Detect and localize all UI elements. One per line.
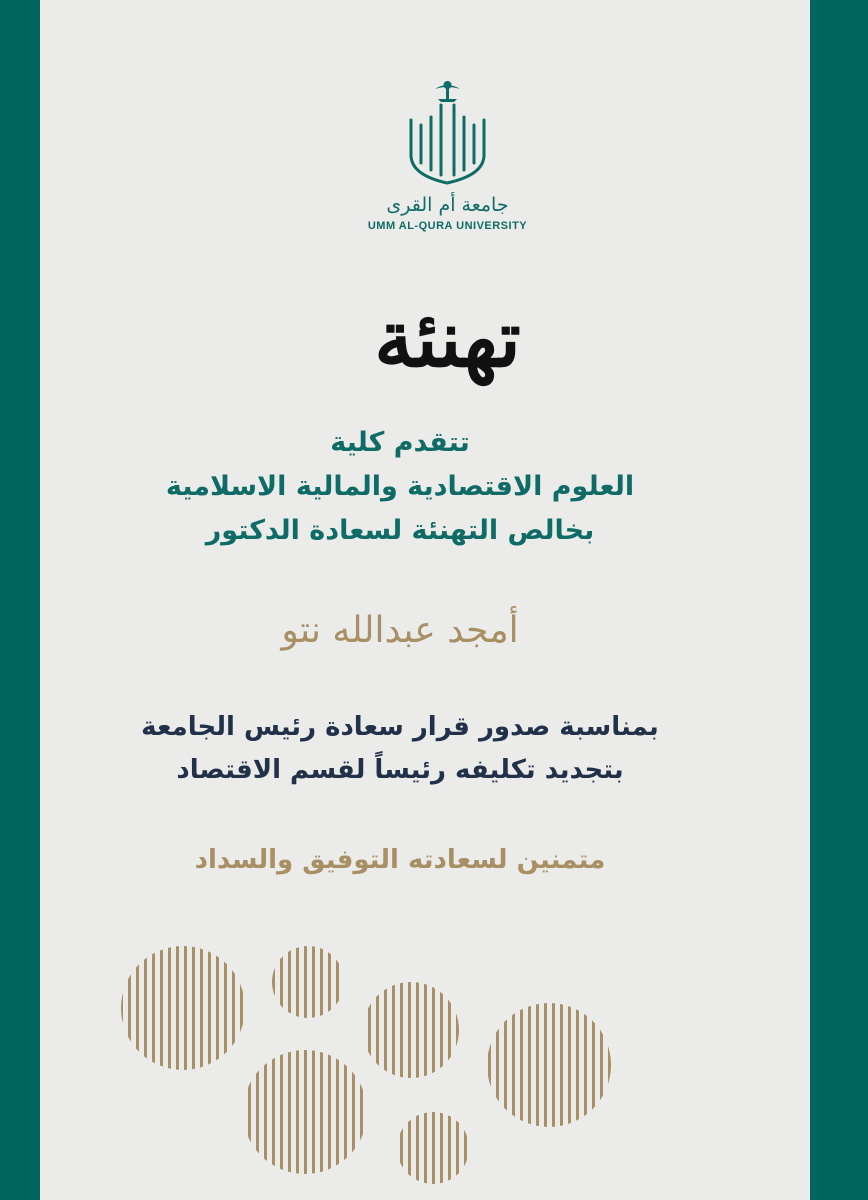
striped-circle-3 [363,982,459,1078]
striped-circle-1 [121,946,245,1070]
striped-circle-2 [272,946,344,1018]
striped-circle-4 [487,1003,611,1127]
striped-circle-6 [397,1112,469,1184]
college-name: العلوم الاقتصادية والمالية الاسلامية [165,471,635,502]
university-name-arabic: جامعة أم القرى [386,194,509,216]
wishes-line: متمنين لسعادته التوفيق والسداد [194,845,606,875]
occasion-line-2: بتجديد تكليفه رئيساً لقسم الاقتصاد [176,755,624,785]
university-name-english: UMM AL-QURA UNIVERSITY [367,220,528,232]
striped-circle-5 [243,1050,367,1174]
occasion-line-1: بمناسبة صدور قرار سعادة رئيس الجامعة [141,712,659,742]
congratulations-title: تهنئة [374,294,521,385]
college-intro: تتقدم كلية [330,427,470,458]
honoree-name: أمجد عبدالله نتو [281,610,519,651]
congratulation-phrase: بخالص التهنئة لسعادة الدكتور [205,515,595,546]
